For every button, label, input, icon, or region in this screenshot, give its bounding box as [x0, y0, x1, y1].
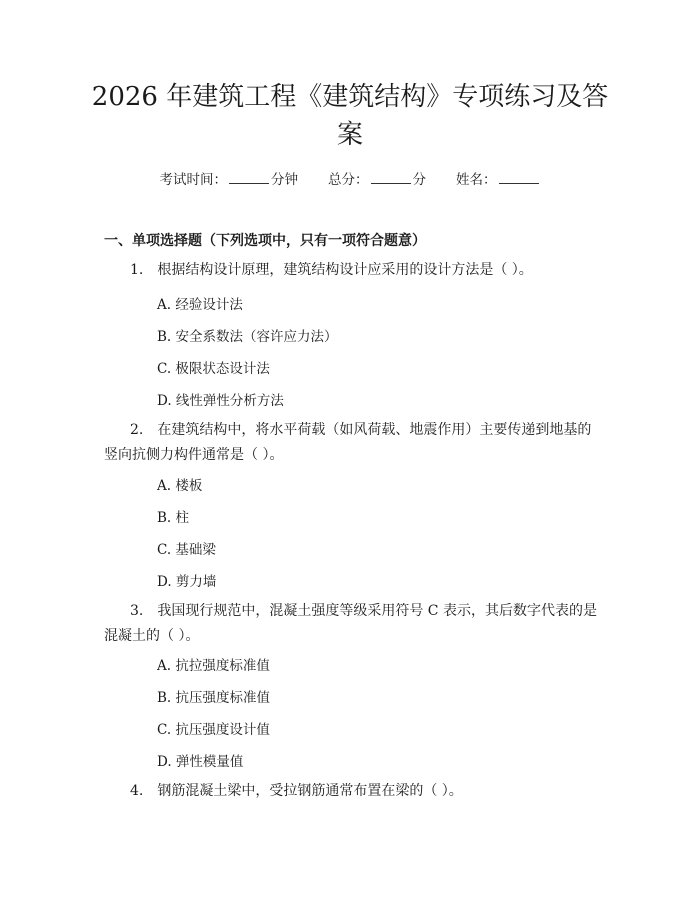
- question-number: 2.: [130, 422, 144, 438]
- option-2d[interactable]: D. 剪力墙: [157, 574, 217, 590]
- exam-meta: [0, 168, 700, 188]
- question-text: 根据结构设计原理，建筑结构设计应采用的设计方法是（ ）。: [157, 262, 533, 278]
- option-1c[interactable]: C. 极限状态设计法: [157, 361, 270, 377]
- option-3d[interactable]: D. 弹性模量值: [157, 754, 244, 770]
- option-2b[interactable]: B. 柱: [157, 510, 190, 526]
- exam-name: [456, 168, 541, 188]
- option-1a[interactable]: A. 经验设计法: [157, 297, 243, 313]
- score-blank[interactable]: [371, 171, 411, 184]
- question-1: [104, 258, 600, 283]
- question-text: 我国现行规范中，混凝土强度等级采用符号 C 表示，其后数字代表的是混凝土的（ ）。: [104, 603, 597, 644]
- option-1b[interactable]: B. 安全系数法（容许应力法）: [157, 329, 338, 345]
- question-number: 4.: [130, 783, 144, 799]
- time-label: 考试时间：: [159, 172, 227, 188]
- question-2: [104, 418, 600, 468]
- page-title: 2026 年建筑工程《建筑结构》专项练习及答案: [91, 82, 609, 150]
- exam-time: [160, 168, 299, 188]
- option-1d[interactable]: D. 线性弹性分析方法: [157, 393, 284, 409]
- time-unit: 分钟: [271, 172, 298, 188]
- option-3a[interactable]: A. 抗拉强度标准值: [157, 658, 270, 674]
- time-blank[interactable]: [229, 171, 269, 184]
- question-3: [104, 599, 600, 649]
- exam-score: [328, 168, 426, 188]
- name-blank[interactable]: [499, 171, 539, 184]
- question-number: 1.: [130, 262, 144, 278]
- question-text: 钢筋混凝土梁中，受拉钢筋通常布置在梁的（ ）。: [157, 783, 463, 799]
- option-3b[interactable]: B. 抗压强度标准值: [157, 690, 271, 706]
- score-label: 总分：: [328, 172, 369, 188]
- option-2c[interactable]: C. 基础梁: [157, 542, 216, 558]
- score-unit: 分: [412, 172, 426, 188]
- question-number: 3.: [130, 603, 144, 619]
- section-heading: 一、单项选择题（下列选项中，只有一项符合题意）: [104, 233, 426, 249]
- question-4: [104, 779, 600, 804]
- name-label: 姓名：: [456, 172, 497, 188]
- option-2a[interactable]: A. 楼板: [157, 478, 203, 494]
- option-3c[interactable]: C. 抗压强度设计值: [157, 722, 270, 738]
- question-text: 在建筑结构中，将水平荷载（如风荷载、地震作用）主要传递到地基的竖向抗侧力构件通常是（ ）。: [104, 422, 592, 463]
